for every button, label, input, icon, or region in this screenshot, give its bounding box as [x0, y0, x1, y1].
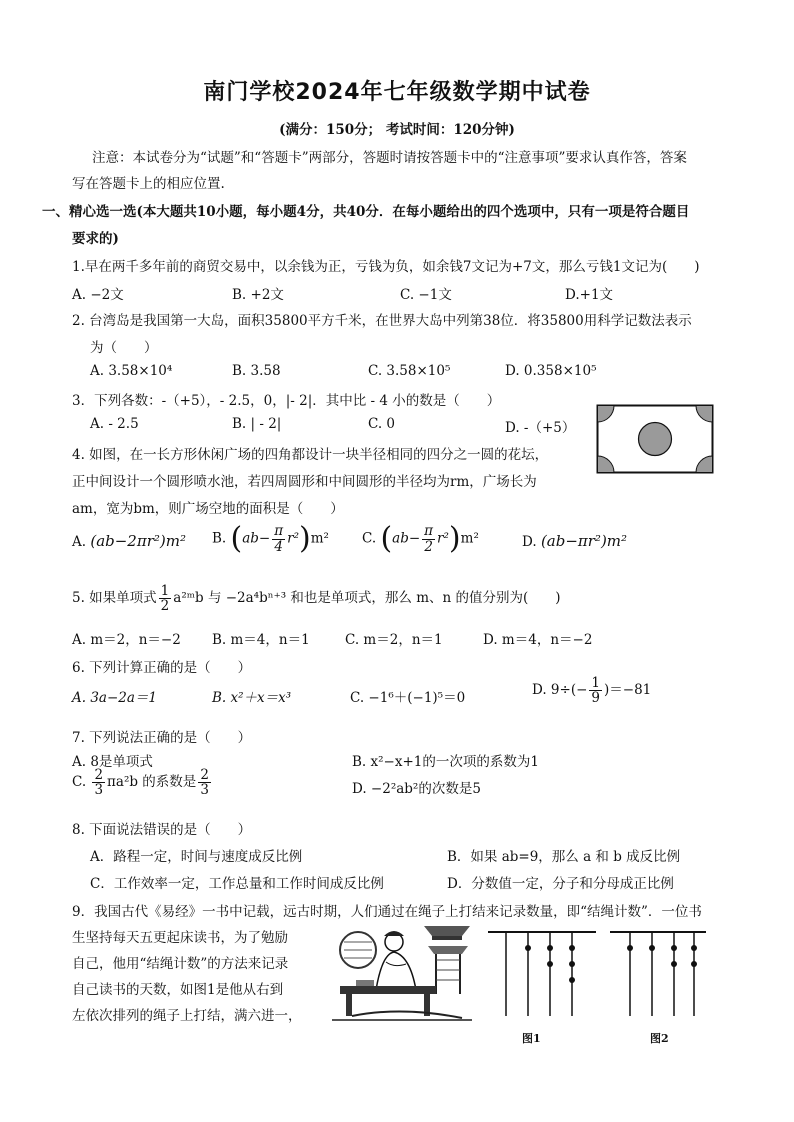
formula-left: D. 9÷(−	[532, 682, 588, 699]
option-label: B.	[212, 530, 227, 547]
section-1-heading-2: 要求的)	[72, 231, 119, 247]
question-4-option-c: C. (ab− $\frac{\pi}{2}$ r²)m²	[362, 521, 479, 556]
question-9-line-5: 左依次排列的绳子上打结，满六进一，	[72, 1008, 302, 1024]
unit: m²	[460, 530, 479, 547]
question-3-option-c: C. 0	[368, 416, 396, 432]
fraction-denominator: 3	[200, 782, 209, 799]
fraction-numerator: π	[424, 523, 434, 540]
option-label: C.	[362, 530, 377, 547]
fraction-numerator: 2	[94, 767, 104, 783]
fraction-denominator: 9	[591, 690, 600, 707]
question-3-option-d: D. -（+5）	[505, 420, 576, 436]
question-3-option-a: A. - 2.5	[90, 416, 139, 432]
question-2-option-a: A. 3.58×10⁴	[90, 363, 173, 379]
question-9-stem: 9．我国古代《易经》一书中记载，远古时期，人们通过在绳子上打结来记录数量，即“结绳计数”．一位书	[72, 904, 702, 920]
question-2-option-d: D. 0.358×10⁵	[505, 363, 597, 379]
option-label: C.	[72, 774, 87, 791]
question-5-stem	[72, 584, 561, 613]
question-5-option-a: A. m＝2，n＝−2	[72, 632, 181, 648]
question-8-option-b: B．如果 ab=9，那么 a 和 b 成反比例	[447, 849, 681, 865]
question-2-stem-2: 为（ ）	[90, 340, 158, 356]
notice-line-2: 写在答题卡上的相应位置.	[72, 176, 225, 192]
formula-right: r²	[287, 530, 299, 547]
stem-rest: a²ᵐb 与 −2a⁴bⁿ⁺³ 和也是单项式，那么 m、n 的值分别为( )	[173, 590, 561, 607]
unit: m²	[310, 530, 329, 547]
formula-left: ab−	[392, 530, 421, 547]
question-2-option-b: B. 3.58	[232, 363, 281, 379]
question-4-option-b: B. (ab− $\frac{\pi}{4}$ r²)m²	[212, 521, 329, 556]
knotted-rope-figure-2	[608, 926, 708, 1018]
question-8-stem: 8. 下面说法错误的是（ ）	[72, 822, 252, 838]
question-4-stem-3: am，宽为bm，则广场空地的面积是（ ）	[72, 501, 344, 517]
question-9-line-3: 自己，他用“结绳计数”的方法来记录	[72, 956, 289, 972]
question-8-option-c: C．工作效率一定，工作总量和工作时间成反比例	[90, 876, 384, 892]
question-9-line-4: 自己读书的天数，如图1是他从右到	[72, 982, 284, 998]
formula-right: )＝−81	[604, 682, 652, 699]
question-4-stem-1: 4. 如图，在一长方形休闲广场的四角都设计一块半径相同的四分之一圆的花坛，	[72, 447, 549, 463]
fraction-numerator: 1	[160, 583, 170, 599]
question-6-option-c: C. −1⁶＋(−1)⁵＝0	[350, 690, 466, 706]
question-1-option-c: C. −1文	[400, 287, 452, 303]
question-4-stem-2: 正中间设计一个圆形喷水池，若四周圆形和中间圆形的半径均为rm，广场长为	[72, 474, 537, 490]
figure-1-caption: 图1	[522, 1032, 541, 1045]
formula: (ab−2πr²)m²	[90, 532, 186, 550]
question-3-stem: 3．下列各数：-（+5），- 2.5，0，|- 2|．其中比 - 4 小的数是（ ）	[72, 393, 501, 409]
question-4-option-d	[522, 532, 627, 550]
fraction-denominator: 3	[94, 782, 104, 799]
option-label: D.	[522, 534, 537, 550]
fraction-numerator: 2	[200, 767, 209, 783]
question-7-option-b: B. x²−x+1的一次项的系数为1	[352, 754, 539, 770]
notice-line-1: 注意：本试卷分为“试题”和“答题卡”两部分，答题时请按答题卡中的“注意事项”要求认真作答，答案	[92, 150, 687, 166]
question-4-option-a	[72, 532, 186, 550]
formula-left: ab−	[242, 530, 271, 547]
figure-2-caption: 图2	[650, 1032, 669, 1045]
fraction-denominator: 2	[424, 538, 433, 555]
question-7-option-c	[72, 768, 213, 797]
section-1-heading: 一、精心选一选(本大题共10小题，每小题4分，共40分．在每小题给出的四个选项中，只有一项是符合题目	[42, 204, 690, 220]
question-5-option-c: C. m＝2，n＝1	[345, 632, 443, 648]
question-7-stem: 7. 下列说法正确的是（ ）	[72, 730, 252, 746]
question-5-option-b: B. m＝4，n＝1	[212, 632, 310, 648]
question-8-option-d: D．分数值一定，分子和分母成正比例	[447, 876, 674, 892]
question-7-option-d: D. −2²ab²的次数是5	[352, 781, 481, 797]
formula-right: r²	[437, 530, 449, 547]
question-3-option-b: B. | - 2|	[232, 416, 282, 432]
fraction-denominator: 4	[274, 538, 283, 555]
question-6-option-d	[532, 676, 651, 705]
question-6-option-b: B. x²＋x＝x³	[212, 690, 292, 706]
question-6-stem: 6. 下列计算正确的是（ ）	[72, 660, 252, 676]
question-7-option-a: A. 8是单项式	[72, 754, 153, 770]
fraction-numerator: 1	[591, 675, 600, 691]
rectangle-plaza-figure	[596, 404, 714, 474]
stem-prefix: 5. 如果单项式	[72, 590, 157, 607]
option-label: A.	[72, 534, 87, 550]
formula: (ab−πr²)m²	[540, 532, 628, 550]
knotted-rope-figure-1	[486, 926, 598, 1018]
question-1-option-d: D.+1文	[565, 287, 614, 303]
exam-subtitle: (满分：150分； 考试时间：120分钟)	[279, 122, 515, 138]
question-1-option-a: A. −2文	[72, 287, 124, 303]
question-2-option-c: C. 3.58×10⁵	[368, 363, 451, 379]
question-8-option-a: A．路程一定，时间与速度成反比例	[90, 849, 303, 865]
scholar-reading-illustration	[332, 920, 472, 1026]
question-6-option-a: A. 3a−2a＝1	[72, 690, 158, 706]
option-text: πa²b 的系数是	[107, 774, 197, 791]
fraction-denominator: 2	[160, 598, 170, 615]
question-1-option-b: B. +2文	[232, 287, 284, 303]
exam-title: 南门学校2024年七年级数学期中试卷	[203, 80, 591, 105]
question-9-line-2: 生坚持每天五更起床读书，为了勉励	[72, 930, 288, 946]
question-2-stem: 2. 台湾岛是我国第一大岛，面积35800平方千米，在世界大岛中列第38位．将35800用科学记数法表示	[72, 313, 692, 329]
question-1-stem: 1.早在两千多年前的商贸交易中，以余钱为正，亏钱为负，如余钱7文记为+7文，那么亏钱1文记为( )	[72, 259, 700, 275]
fraction-numerator: π	[274, 523, 284, 540]
question-5-option-d: D. m＝4，n＝−2	[483, 632, 593, 648]
